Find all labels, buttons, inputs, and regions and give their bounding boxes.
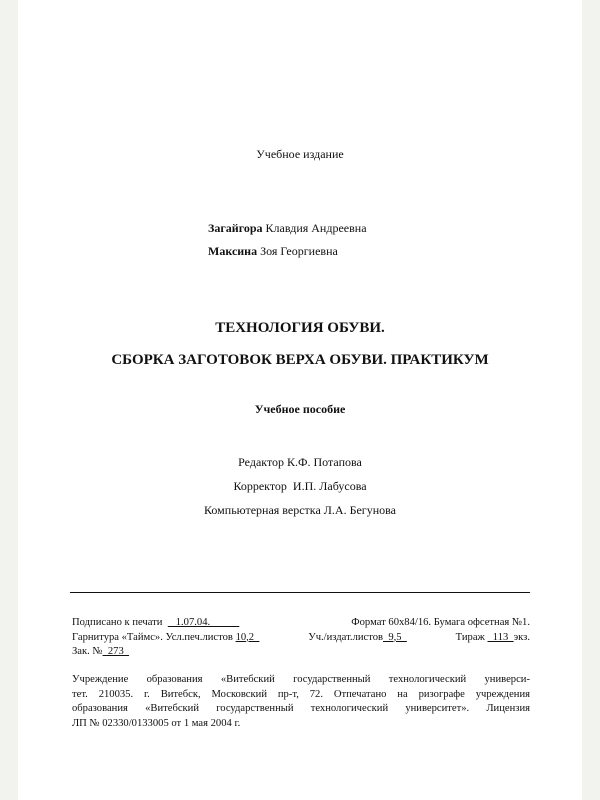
run-count: 113 [487,631,514,643]
imprint-details [72,616,530,660]
credit-corrector: Корректор И.П. Лабусова [233,479,367,493]
divider-rule [70,592,530,593]
pub-sheets-label: Уч./издат.листов [308,631,384,643]
order-number: 273 [102,646,130,657]
title-line-2: СБОРКА ЗАГОТОВОК ВЕРХА ОБУВИ. ПРАКТИКУМ [111,352,489,368]
author-2 [208,244,338,259]
imprint-line-3 [72,645,530,660]
publication-type: Учебное издание [256,147,344,161]
imprint-line-1 [72,616,530,631]
author-1-name: Клавдия Андреевна [265,221,367,235]
signed-label: Подписано к печати [72,617,163,628]
credit-editor: Редактор К.Ф. Потапова [238,455,362,469]
imprint-line-2 [72,631,530,646]
imprint-org-text [72,673,530,731]
format-text: Формат 60х84/16. Бумага офсетная №1. [351,617,530,628]
run-label: Тираж [455,631,485,643]
org-line-3: образования «Витебский государственный технологический университет». Лицензия [72,703,530,714]
subtitle: Учебное пособие [254,402,346,416]
author-2-surname: Максина [208,244,258,258]
author-2-name: Зоя Георгиевна [260,244,338,258]
signed-date: 1.07.04. [167,617,240,628]
author-1-surname: Загайгора [208,221,263,235]
pub-sheets: 9,5 [383,631,407,643]
org-line-2: тет. 210035. г. Витебск, Московский пр-т, 72. Отпечатано на ризографе учреждения [72,688,530,700]
credit-layout: Компьютерная верстка Л.А. Бегунова [204,503,396,517]
print-sheets: 10,2 [235,631,260,643]
order-label: Зак. № [72,646,103,657]
author-1 [208,221,367,236]
run-unit: экз. [513,631,530,643]
font-label: Гарнитура «Таймс». Усл.печ.листов [72,631,233,643]
org-line-4: ЛП № 02330/0133005 от 1 мая 2004 г. [72,717,241,729]
org-line-1: Учреждение образования «Витебский государственный технологический универси- [72,674,530,685]
title-line-1: ТЕХНОЛОГИЯ ОБУВИ. [215,320,385,336]
